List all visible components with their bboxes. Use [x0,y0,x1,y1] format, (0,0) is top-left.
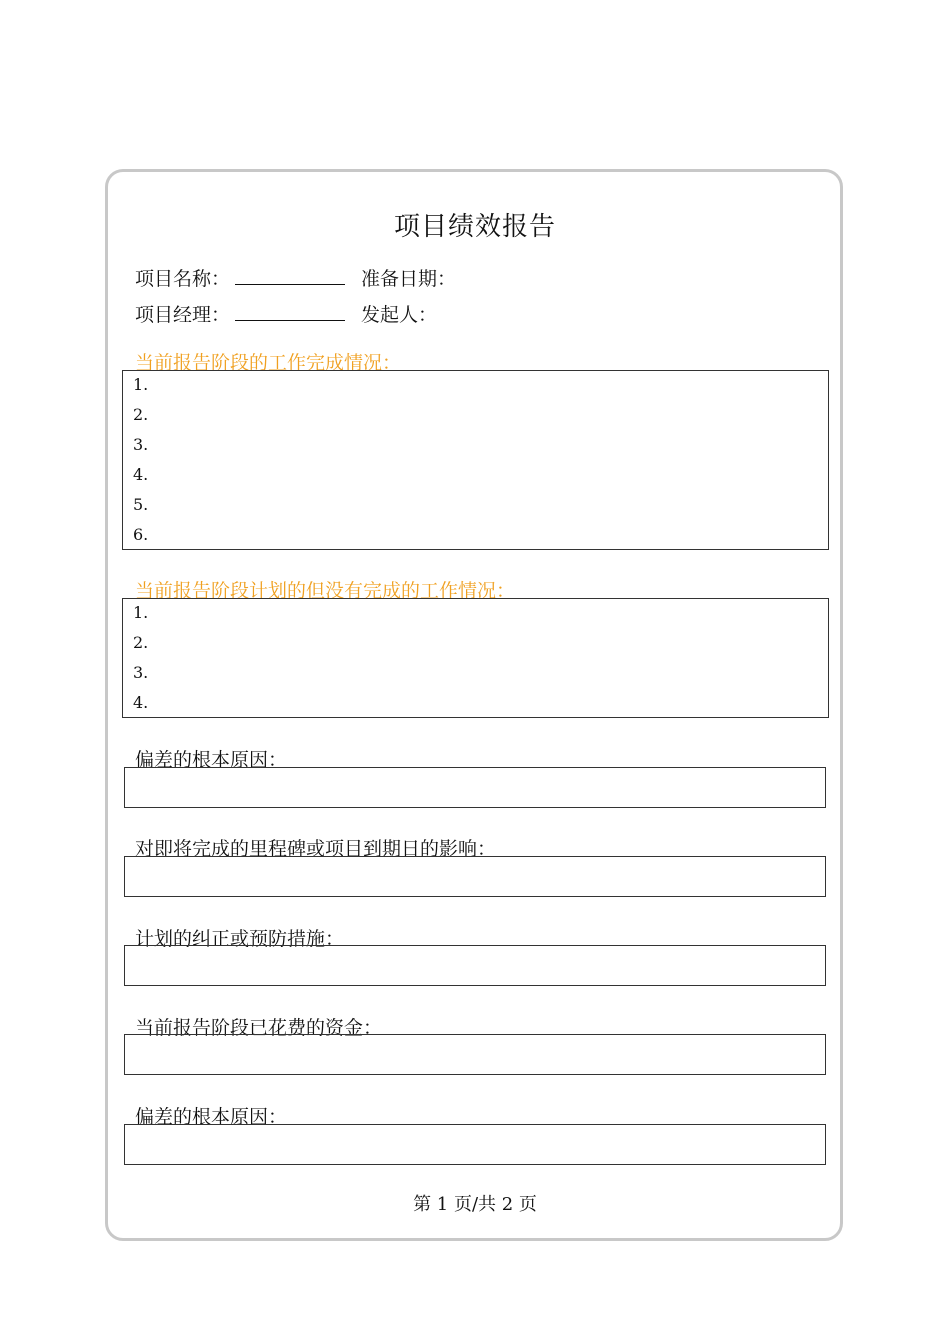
corrective-box[interactable] [124,945,826,986]
pm-label: 项目经理： [135,304,231,326]
planned-work-box[interactable] [122,598,829,718]
meta-row-1 [135,264,456,291]
root-cause-2-box[interactable] [124,1124,826,1165]
corrective-label: 计划的纠正或预防措施： [135,928,345,950]
funds-box[interactable] [124,1034,826,1075]
prep-date-label: 准备日期： [361,268,457,290]
completed-work-label: 当前报告阶段的工作完成情况： [135,352,402,374]
list-item: 4. [133,693,149,712]
list-item: 3. [133,435,149,454]
list-item: 1. [133,375,149,394]
root-cause-2-label: 偏差的根本原因： [135,1106,288,1128]
list-item: 4. [133,465,149,484]
project-name-field[interactable] [235,265,345,285]
page-title: 项目绩效报告 [393,212,556,242]
root-cause-label: 偏差的根本原因： [135,749,288,771]
initiator-label: 发起人： [361,304,438,326]
meta-row-2 [135,300,437,327]
list-item: 1. [133,603,149,622]
list-item: 5. [133,495,149,514]
planned-work-label: 当前报告阶段计划的但没有完成的工作情况： [135,580,516,602]
list-item: 6. [133,525,149,544]
pm-field[interactable] [235,301,345,321]
impact-label: 对即将完成的里程碑或项目到期日的影响： [135,838,497,860]
funds-label: 当前报告阶段已花费的资金： [135,1017,383,1039]
completed-work-box[interactable] [122,370,829,550]
impact-box[interactable] [124,856,826,897]
page-footer: 第 1 页/共 2 页 [413,1194,537,1215]
project-name-label: 项目名称： [135,268,231,290]
list-item: 2. [133,633,149,652]
list-item: 3. [133,663,149,682]
root-cause-box[interactable] [124,767,826,808]
list-item: 2. [133,405,149,424]
